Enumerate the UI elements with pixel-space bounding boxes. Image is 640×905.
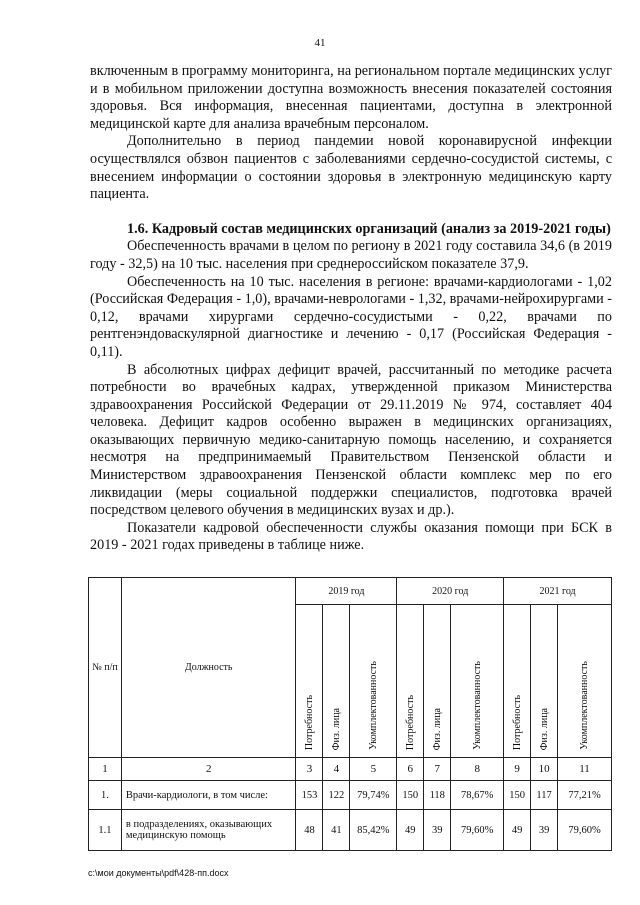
header-need-2021: Потребность [504,605,531,758]
header-persons-2019: Физ. лица [323,605,350,758]
cell-value: 118 [424,781,451,810]
paragraph-doctor-supply: Обеспеченность врачами в целом по региону в 2021 году составила 34,6 (в 2019 году - 32,5) на 10 тыс. населения при среднероссийском показателе 37,9. [90,238,612,272]
row-position: Врачи-кардиологи, в том числе: [121,781,296,810]
cell-value: 79,60% [558,810,612,851]
cell-value: 117 [531,781,558,810]
cell-value: 49 [504,810,531,851]
staffing-table [88,577,612,851]
header-year-2021: 2021 год [504,578,612,605]
cell-value: 41 [323,810,350,851]
cell-value: 85,42% [350,810,397,851]
header-staffing-2020: Укомплектованность [451,605,504,758]
header-persons-2021: Физ. лица [531,605,558,758]
cell-value: 150 [397,781,424,810]
row-num: 1.1 [89,810,122,851]
paragraph-specialist-supply: Обеспеченность на 10 тыс. населения в регионе: врачами-кардиологами - 1,02 (Российская Федерация - 1,0), врачами-неврологами - 1,32, врачами-нейрохирургами - 0,12, врачами хирургами сердечно-сосудистыми - 0,22, врачами по рентгенэндоваскулярной диагностике и лечению - 0,17 (Российская Федерация - 0,11). [90,273,612,360]
paragraph-pandemic-calls: Дополнительно в период пандемии новой коронавирусной инфекции осуществлялся обзвон пациентов с заболеваниями сердечно-сосудистой системы, с внесением информации о состоянии здоровья в электронную медицинскую карту пациента. [90,133,612,203]
cell-value: 150 [504,781,531,810]
table-row [89,781,612,810]
cell-value: 39 [531,810,558,851]
column-number: 9 [504,758,531,781]
header-need-2019: Потребность [296,605,323,758]
column-number: 3 [296,758,323,781]
column-number: 4 [323,758,350,781]
cell-value: 79,60% [451,810,504,851]
document-body [90,63,612,555]
table-row [89,810,612,851]
paragraph-deficit: В абсолютных цифрах дефицит врачей, рассчитанный по методике расчета потребности во врачебных кадрах, утвержденной приказом Министерства здравоохранения Российской Федерации от 29.11.2019 № 974, составляет 404 человека. Дефицит кадров особенно выражен в медицинских организациях, оказывающих первичную медико-санитарную помощь населению, и сохраняется несмотря на предпринимаемый Правительством Пензенской области и Министерством здравоохранения Пензенской области комплекс мер по его ликвидации (меры социальной поддержки специалистов, подготовка врачей посредством целевого обучения в медицинских вузах и др.). [90,361,612,519]
cell-value: 79,74% [350,781,397,810]
column-number: 10 [531,758,558,781]
column-number: 5 [350,758,397,781]
cell-value: 39 [424,810,451,851]
cell-value: 48 [296,810,323,851]
cell-value: 153 [296,781,323,810]
column-number: 8 [451,758,504,781]
header-persons-2020: Физ. лица [424,605,451,758]
header-year-2019: 2019 год [296,578,397,605]
column-number: 1 [89,758,122,781]
cell-value: 49 [397,810,424,851]
table-column-numbers-row [89,758,612,781]
header-num: № п/п [89,578,122,758]
cell-value: 122 [323,781,350,810]
paragraph-table-intro: Показатели кадровой обеспеченности службы оказания помощи при БСК в 2019 - 2021 годах приведены в таблице ниже. [90,519,612,554]
header-year-2020: 2020 год [397,578,504,605]
section-heading: 1.6. Кадровый состав медицинских организаций (анализ за 2019-2021 годы) [127,220,611,237]
column-number: 11 [558,758,612,781]
row-num: 1. [89,781,122,810]
column-number: 7 [424,758,451,781]
header-staffing-2019: Укомплектованность [350,605,397,758]
page-number: 41 [314,37,326,49]
paragraph-monitoring: включенным в программу мониторинга, на региональном портале медицинских услуг и в мобильном приложении доступна возможность внесения показателей состояния здоровья. Вся информация, внесенная пациентами, доступна в электронной медицинской карте для анализа врачебным персоналом. [90,63,612,132]
header-staffing-2021: Укомплектованность [558,605,612,758]
cell-value: 77,21% [558,781,612,810]
column-number: 6 [397,758,424,781]
cell-value: 78,67% [451,781,504,810]
table-header-row-years [89,578,612,605]
row-position: в подразделениях, оказывающих медицинскую помощь [121,810,296,851]
header-position: Должность [121,578,296,758]
column-number: 2 [121,758,296,781]
footer-file-path: c:\мои документы\pdf\428-пп.docx [88,868,229,878]
header-need-2020: Потребность [397,605,424,758]
